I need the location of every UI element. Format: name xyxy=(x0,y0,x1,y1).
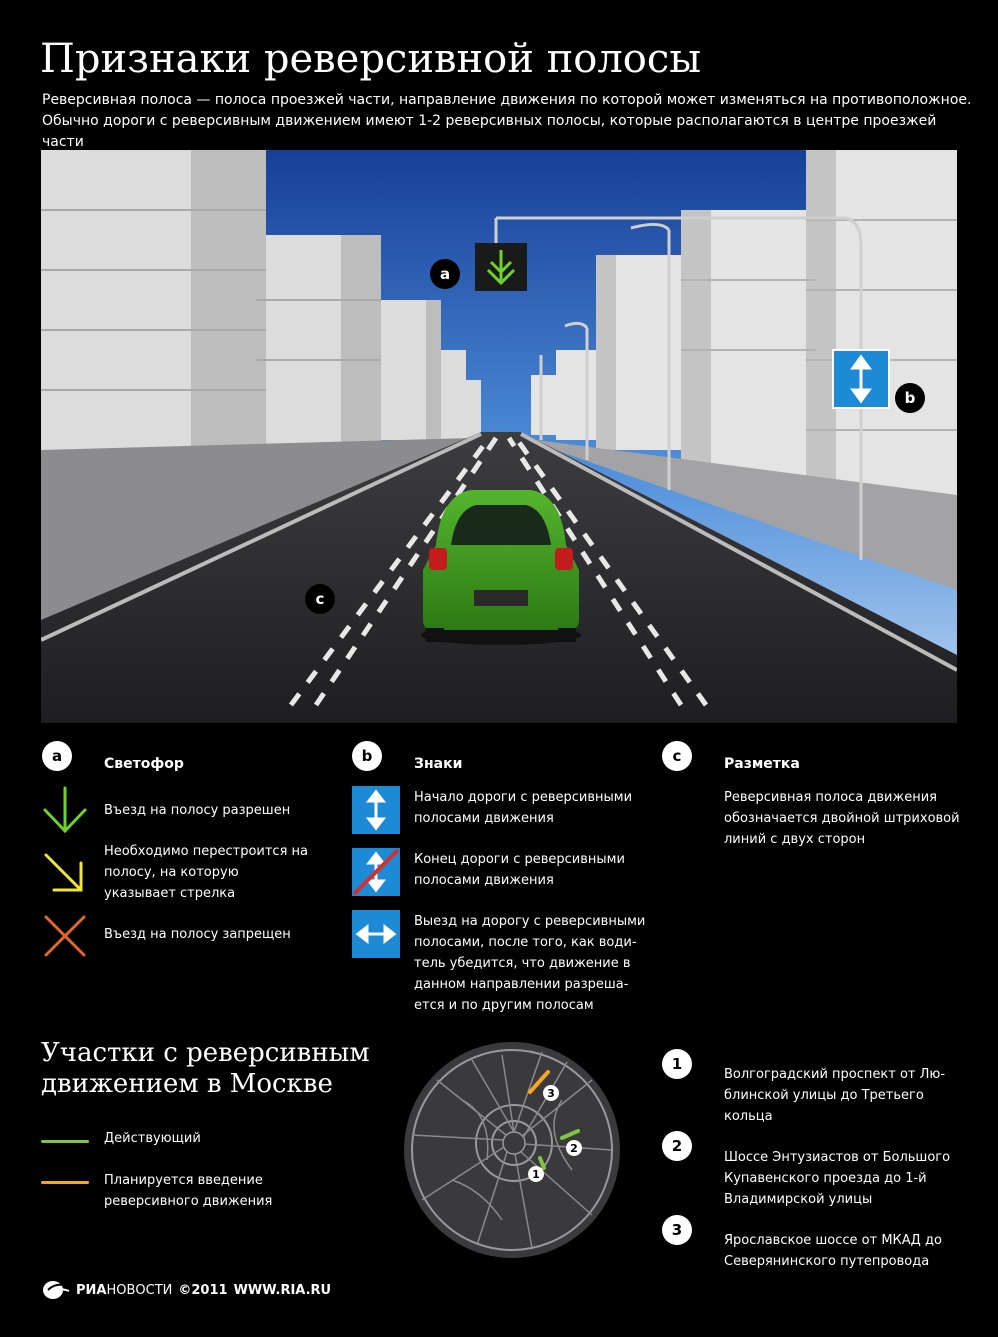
crossed-double-arrow-sign-icon xyxy=(352,848,400,896)
section-2-badge: 2 xyxy=(662,1131,692,1161)
legend-b-item-2: Конец дороги с реверсивными полосами движения xyxy=(414,852,625,888)
map-label-1: 1 xyxy=(532,1168,540,1181)
legend-a-badge: a xyxy=(42,741,72,771)
marker-a: a xyxy=(430,259,460,289)
green-down-arrow-icon xyxy=(40,785,90,835)
map-label-3: 3 xyxy=(547,1087,555,1100)
legend-c-text: Реверсивная полоса движения обозначается двойной штриховой линий с двух сторон xyxy=(724,790,960,847)
intro-text: Реверсивная полоса — полоса проезжей части, направление движения по которой может изменяться на противоположное. Обычно дороги с реверсивным движением имеют 1-2 реверсивных полосы, которые располагаются в центре проезжей части xyxy=(42,92,972,150)
brand-novosti: НОВОСТИ xyxy=(106,1282,173,1298)
legend-b-item-3: Выезд на дорогу с реверсивными полосами, после того, как води-тель убедится, что движение в данном направлении разреша-ется и по другим полосам xyxy=(414,914,646,1013)
legend-planned-line xyxy=(41,1181,89,1184)
footer-copyright: ©2011 xyxy=(178,1282,228,1298)
legend-c-badge: c xyxy=(662,741,692,771)
legend-active-line xyxy=(41,1140,89,1143)
page-title: Признаки реверсивной полосы xyxy=(40,36,702,82)
legend-a-item-2: Необходимо перестроится на полосу, на которую указывает стрелка xyxy=(104,844,308,901)
legend-a-heading: Светофор xyxy=(104,756,184,772)
brand-ria: РИА xyxy=(76,1282,107,1298)
legend-b-heading: Знаки xyxy=(414,756,463,772)
legend-c-heading: Разметка xyxy=(724,756,800,772)
road-scene-illustration xyxy=(41,150,957,723)
yellow-diagonal-arrow-icon xyxy=(40,849,88,897)
marker-b: b xyxy=(895,383,925,413)
footer xyxy=(42,1280,331,1300)
map-label-2: 2 xyxy=(570,1142,578,1155)
vertical-double-arrow-sign-icon xyxy=(352,786,400,834)
legend-a-item-3: Въезд на полосу запрещен xyxy=(104,927,291,942)
legend-planned-label: Планируется введение реверсивного движения xyxy=(104,1173,273,1209)
ria-logo-icon xyxy=(42,1280,70,1300)
red-cross-icon xyxy=(42,913,88,959)
horizontal-double-arrow-sign-icon xyxy=(352,910,400,958)
section-1-text: Волгоградский проспект от Лю-блинской улицы до Третьего кольца xyxy=(724,1067,946,1124)
footer-site-link[interactable]: WWW.RIA.RU xyxy=(233,1282,332,1298)
legend-active-label: Действующий xyxy=(104,1131,201,1146)
road-scene xyxy=(41,150,957,723)
moscow-map xyxy=(402,1040,622,1260)
section-2-text: Шоссе Энтузиастов от Большого Купавенского проезда до 1-й Владимирской улицы xyxy=(724,1150,951,1207)
legend-b-item-1: Начало дороги с реверсивными полосами движения xyxy=(414,790,633,826)
legend-b-badge: b xyxy=(352,741,382,771)
section-3-text: Ярославское шоссе от МКАД до Северянинского путепровода xyxy=(724,1233,942,1269)
section-3-badge: 3 xyxy=(662,1215,692,1245)
section-1-badge: 1 xyxy=(662,1049,692,1079)
moscow-heading: Участки с реверсивным движением в Москве xyxy=(41,1038,370,1099)
legend-a-item-1: Въезд на полосу разрешен xyxy=(104,803,291,818)
marker-c: c xyxy=(305,584,335,614)
